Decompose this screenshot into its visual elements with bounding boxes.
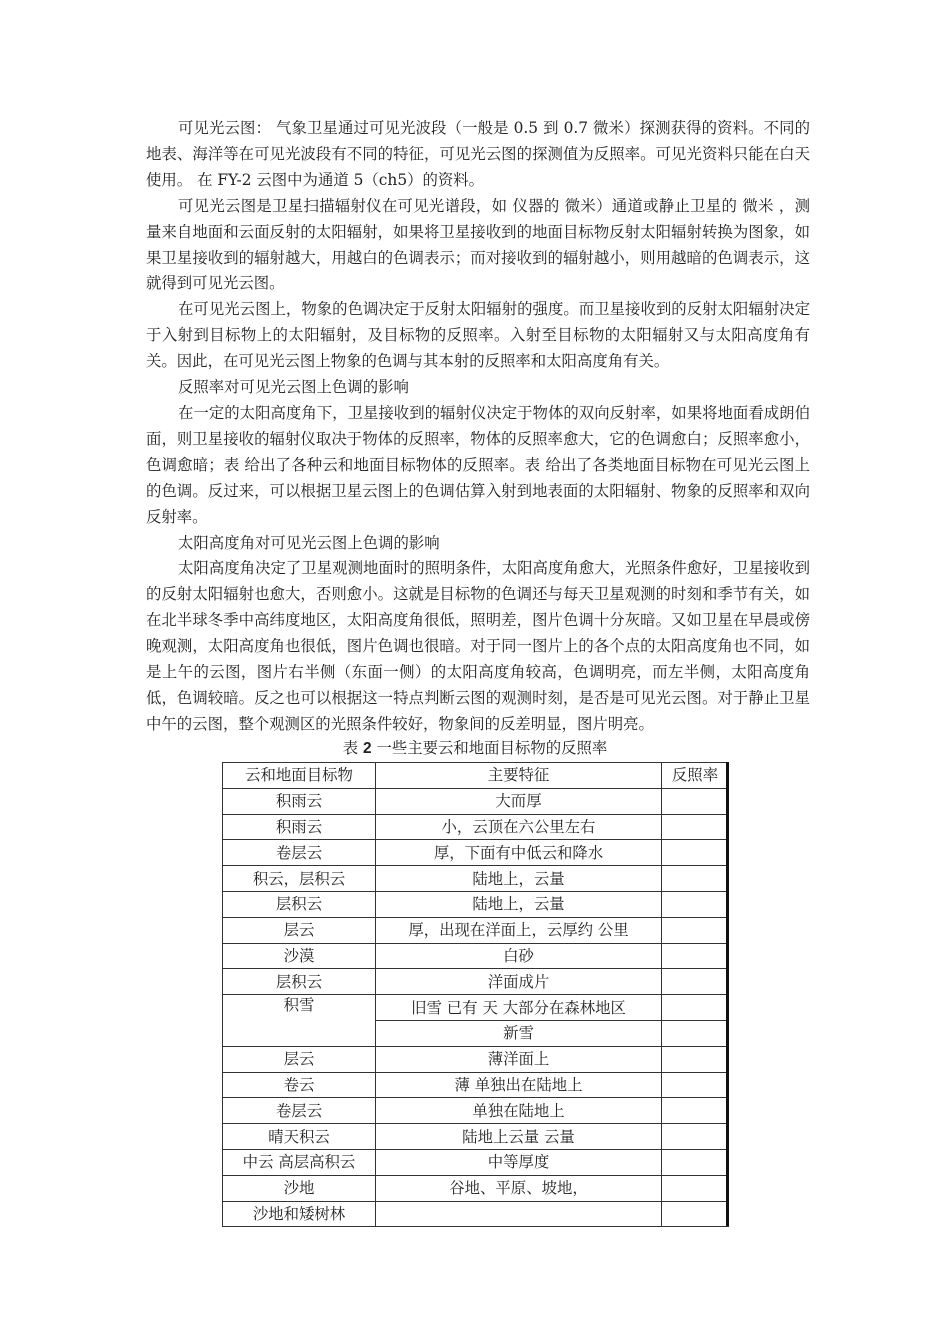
paragraph: 可见光云图是卫星扫描辐射仪在可见光谱段，如 仪器的 微米）通道或静止卫星的 微米 ，测量来自地面和云面反射的太阳辐射，如果将卫星接收到的地面目标物反射太阳辐射转换为图象，如果卫星接收到的辐射越大，用越白的色调表示；而对接收到的辐射越小，则用越暗的色调表示，这就得到可见光云图。 [146,196,810,293]
table-row [223,1175,729,1201]
intro-text [146,116,810,738]
albedo-cell [662,995,729,1021]
target-cell: 沙漠 [223,943,376,969]
feature-cell: 中等厚度 [376,1149,662,1175]
feature-cell: 旧雪 已有 天 大部分在森林地区 [376,995,662,1021]
table-row [223,995,729,1021]
albedo-table [222,762,729,1227]
target-cell: 沙地 [223,1175,376,1201]
section-heading: 反照率对可见光云图上色调的影响 [178,378,409,397]
header-cell: 主要特征 [376,763,662,789]
albedo-cell [662,814,729,840]
target-cell: 中云 高层高积云 [223,1149,376,1175]
albedo-cell [662,1046,729,1072]
feature-cell: 白砂 [376,943,662,969]
target-cell: 层积云 [223,891,376,917]
target-cell: 积雨云 [223,788,376,814]
albedo-cell [662,891,729,917]
feature-cell: 陆地上云量 云量 [376,1124,662,1150]
feature-cell: 薄 单独出在陆地上 [376,1072,662,1098]
feature-cell: 厚，下面有中低云和降水 [376,840,662,866]
feature-cell: 陆地上，云量 [376,891,662,917]
target-cell: 层云 [223,1046,376,1072]
feature-cell: 单独在陆地上 [376,1098,662,1124]
table-row [223,943,729,969]
albedo-cell [662,943,729,969]
target-cell: 层云 [223,917,376,943]
target-cell: 卷层云 [223,1098,376,1124]
target-cell: 卷云 [223,1072,376,1098]
feature-cell: 薄洋面上 [376,1046,662,1072]
albedo-cell [662,1124,729,1150]
table-row [223,1098,729,1124]
albedo-cell [662,788,729,814]
albedo-cell [662,1020,729,1046]
table-row [223,891,729,917]
albedo-cell [662,1098,729,1124]
feature-cell: 新雪 [376,1020,662,1046]
table-row [223,1072,729,1098]
paragraph: 太阳高度角决定了卫星观测地面时的照明条件，太阳高度角愈大，光照条件愈好，卫星接收到的反射太阳辐射也愈大，否则愈小。这就是目标物的色调还与每天卫星观测的时刻和季节有关，如在北半球冬季中高纬度地区，太阳高度角很低，照明差，图片色调十分灰暗。又如卫星在早晨或傍晚观测，太阳高度角也很低，图片色调也很暗。对于同一图片上的各个点的太阳高度角也不同，如是上午的云图，图片右半侧（东面一侧）的太阳高度角较高，色调明亮，而左半侧，太阳高度角低，色调较暗。反之也可以根据这一特点判断云图的观测时刻，是否是可见光云图。对于静止卫星中午的云图，整个观测区的光照条件较好，物象间的反差明显，图片明亮。 [146,559,810,733]
target-cell: 层积云 [223,969,376,995]
target-cell: 积云，层积云 [223,866,376,892]
target-cell: 卷层云 [223,840,376,866]
target-cell: 积雨云 [223,814,376,840]
feature-cell: 谷地、平原、坡地， [376,1175,662,1201]
header-cell: 云和地面目标物 [223,763,376,789]
target-cell: 积雪 [223,995,376,1047]
header-cell: 反照率 [662,763,729,789]
feature-cell: 厚，出现在洋面上，云厚约 公里 [376,917,662,943]
table-row [223,788,729,814]
table-row [223,814,729,840]
feature-cell [376,1201,662,1227]
target-cell: 沙地和矮树林 [223,1201,376,1227]
caption-text: 一些主要云和地面目标物的反照率 [371,739,608,757]
paragraph: 在可见光云图上，物象的色调决定于反射太阳辐射的强度。而卫星接收到的反射太阳辐射决定于入射到目标物上的太阳辐射，及目标物的反照率。入射至目标物的太阳辐射又与太阳高度角有关。因此，在可见光云图上物象的色调与其本射的反照率和太阳高度角有关。 [146,300,810,371]
table-row [223,866,729,892]
albedo-cell [662,1149,729,1175]
caption-number: 2 [362,740,372,757]
albedo-cell [662,866,729,892]
table-header-row [223,763,729,789]
paragraph: 可见光云图： 气象卫星通过可见光波段（一般是 0.5 到 0.7 微米）探测获得的资料。不同的地表、海洋等在可见光波段有不同的特征，可见光云图的探测值为反照率。可见光资料只能在白天使用。 在 FY-2 云图中为通道 5（ch5）的资料。 [146,119,810,189]
table-row [223,969,729,995]
albedo-cell [662,1072,729,1098]
albedo-cell [662,1201,729,1227]
feature-cell: 小，云顶在六公里左右 [376,814,662,840]
albedo-cell [662,840,729,866]
section-heading: 太阳高度角对可见光云图上色调的影响 [178,533,440,552]
albedo-cell [662,917,729,943]
table-row [223,1124,729,1150]
table-right-border [726,762,729,1226]
table-row [223,1046,729,1072]
feature-cell: 洋面成片 [376,969,662,995]
feature-cell: 大而厚 [376,788,662,814]
target-cell: 晴天积云 [223,1124,376,1150]
table-row [223,840,729,866]
table-row [223,1149,729,1175]
table-caption [0,736,950,761]
feature-cell: 陆地上，云量 [376,866,662,892]
albedo-cell [662,1175,729,1201]
paragraph: 在一定的太阳高度角下，卫星接收到的辐射仪决定于物体的双向反射率，如果将地面看成朗伯面，则卫星接收的辐射仪取决于物体的反照率，物体的反照率愈大，它的色调愈白；反照率愈小，色调愈暗；表 给出了各种云和地面目标物体的反照率。表 给出了各类地面目标物在可见光云图上的色调。反过来，可以根据卫星云图上的色调估算入射到地表面的太阳辐射、物象的反照率和双向反射率。 [146,403,810,526]
albedo-cell [662,969,729,995]
table-row [223,917,729,943]
table-row [223,1201,729,1227]
caption-prefix: 表 [342,739,363,757]
